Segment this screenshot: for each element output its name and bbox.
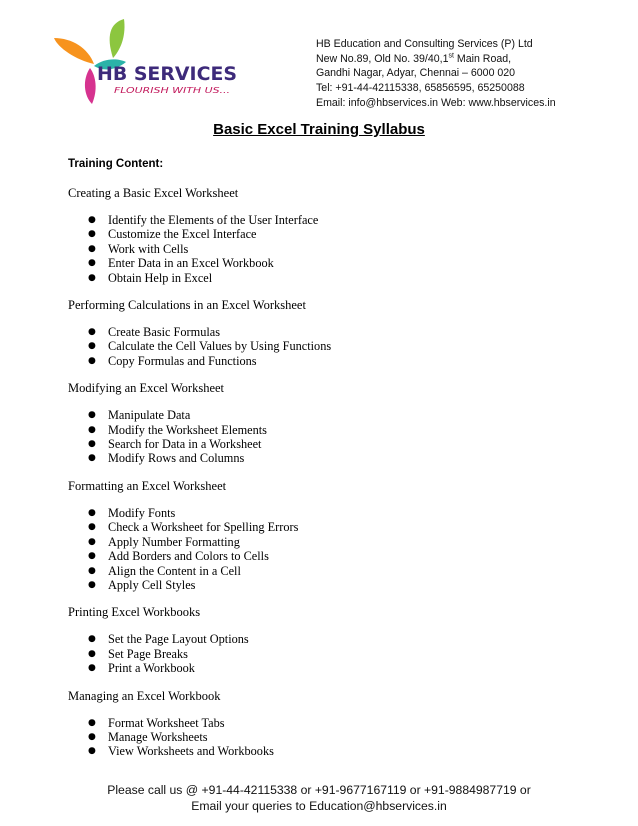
list-item-text: Apply Number Formatting — [108, 534, 240, 549]
list-item — [68, 661, 608, 675]
company-phone: Tel: +91-44-42115338, 65856595, 65250088 — [316, 82, 525, 95]
list-item-text: Align the Content in a Cell — [108, 563, 241, 578]
list-item — [68, 451, 608, 465]
list-item-text: Apply Cell Styles — [108, 577, 196, 592]
company-logo — [50, 18, 250, 110]
section-item-list — [68, 408, 608, 466]
section-title: Printing Excel Workbooks — [68, 605, 201, 620]
section-title: Formatting an Excel Worksheet — [68, 478, 227, 493]
bullet-icon: ● — [88, 410, 96, 421]
company-contact-block — [316, 37, 616, 111]
list-item-text: Format Worksheet Tabs — [108, 715, 225, 730]
bullet-icon: ● — [88, 536, 96, 547]
list-item-text: Set the Page Layout Options — [108, 632, 249, 647]
section-item-list — [68, 213, 608, 285]
list-item-text: Modify Fonts — [108, 505, 176, 520]
bullet-icon: ● — [88, 522, 96, 533]
bullet-icon: ● — [88, 229, 96, 240]
logo-leaf-orange — [54, 38, 94, 64]
list-item-text: Print a Workbook — [108, 661, 195, 676]
content-heading: Training Content: — [68, 158, 164, 170]
bullet-icon: ● — [88, 243, 96, 254]
list-item — [68, 242, 608, 256]
bullet-icon: ● — [88, 551, 96, 562]
list-item-text: Check a Worksheet for Spelling Errors — [108, 520, 299, 535]
list-item — [68, 325, 608, 339]
logo-leaf-green — [110, 19, 125, 58]
logo-leaf-magenta — [85, 68, 96, 104]
list-item-text: Enter Data in an Excel Workbook — [108, 256, 274, 271]
logo-graphic — [50, 18, 250, 110]
section-item-list — [68, 632, 608, 675]
bullet-icon: ● — [88, 439, 96, 450]
list-item — [68, 632, 608, 646]
list-item-text: Add Borders and Colors to Cells — [108, 549, 269, 564]
company-address-line1: New No.89, Old No. 39/40,1st Main Road, — [316, 52, 512, 65]
bullet-icon: ● — [88, 355, 96, 366]
logo-tagline-text: FLOURISH WITH US... — [114, 86, 230, 95]
list-item-text: Work with Cells — [108, 241, 189, 256]
section-title: Performing Calculations in an Excel Worksheet — [68, 298, 306, 313]
bullet-icon: ● — [88, 746, 96, 757]
list-item-text: View Worksheets and Workbooks — [108, 744, 274, 759]
bullet-icon: ● — [88, 453, 96, 464]
list-item — [68, 354, 608, 368]
company-address-line2: Gandhi Nagar, Adyar, Chennai – 6000 020 — [316, 67, 516, 80]
bullet-icon: ● — [88, 424, 96, 435]
list-item — [68, 213, 608, 227]
section-title: Creating a Basic Excel Worksheet — [68, 186, 239, 200]
bullet-icon: ● — [88, 215, 96, 225]
list-item — [68, 549, 608, 563]
list-item-text: Create Basic Formulas — [108, 325, 221, 340]
list-item — [68, 744, 608, 758]
footer-line-2: Email your queries to Education@hbservices.in — [191, 799, 447, 813]
list-item — [68, 339, 608, 353]
list-item-text: Copy Formulas and Functions — [108, 353, 257, 368]
document-title: Basic Excel Training Syllabus — [213, 121, 425, 138]
bullet-icon: ● — [88, 648, 96, 659]
section-title: Managing an Excel Workbook — [68, 688, 221, 703]
list-item-text: Modify the Worksheet Elements — [108, 422, 267, 437]
list-item — [68, 271, 608, 285]
bullet-icon: ● — [88, 341, 96, 352]
bullet-icon: ● — [88, 579, 96, 590]
list-item-text: Customize the Excel Interface — [108, 227, 257, 242]
bullet-icon: ● — [88, 717, 96, 728]
bullet-icon: ● — [88, 634, 96, 645]
list-item — [68, 256, 608, 270]
list-item — [68, 423, 608, 437]
list-item-text: Modify Rows and Columns — [108, 451, 245, 466]
training-content — [68, 155, 608, 759]
bullet-icon: ● — [88, 258, 96, 269]
footer-line-1: Please call us @ +91-44-42115338 or +91-9677167119 or +91-9884987719 or — [107, 783, 531, 797]
list-item-text: Set Page Breaks — [108, 646, 188, 661]
list-item-text: Obtain Help in Excel — [108, 270, 213, 285]
list-item — [68, 716, 608, 730]
bullet-icon: ● — [88, 327, 96, 338]
logo-brand-text: HB SERVICES — [97, 63, 237, 85]
list-item — [68, 730, 608, 744]
list-item — [68, 408, 608, 422]
list-item-text: Manage Worksheets — [108, 729, 208, 744]
bullet-icon: ● — [88, 731, 96, 742]
section-item-list — [68, 506, 608, 592]
list-item — [68, 647, 608, 661]
list-item — [68, 227, 608, 241]
list-item-text: Search for Data in a Worksheet — [108, 437, 262, 452]
list-item-text: Manipulate Data — [108, 408, 191, 423]
list-item — [68, 578, 608, 592]
list-item-text: Identify the Elements of the User Interface — [108, 213, 319, 227]
company-name: HB Education and Consulting Services (P) Ltd — [316, 38, 533, 50]
bullet-icon: ● — [88, 663, 96, 674]
company-email-web: Email: info@hbservices.in Web: www.hbservices.in — [316, 96, 556, 109]
section-title: Modifying an Excel Worksheet — [68, 381, 225, 396]
list-item — [68, 437, 608, 451]
section-item-list — [68, 325, 608, 368]
list-item-text: Calculate the Cell Values by Using Functions — [108, 339, 332, 354]
list-item — [68, 535, 608, 549]
bullet-icon: ● — [88, 507, 96, 518]
list-item — [68, 564, 608, 578]
section-item-list — [68, 716, 608, 759]
list-item — [68, 520, 608, 534]
bullet-icon: ● — [88, 565, 96, 576]
page-footer — [0, 782, 638, 814]
list-item — [68, 506, 608, 520]
bullet-icon: ● — [88, 272, 96, 283]
